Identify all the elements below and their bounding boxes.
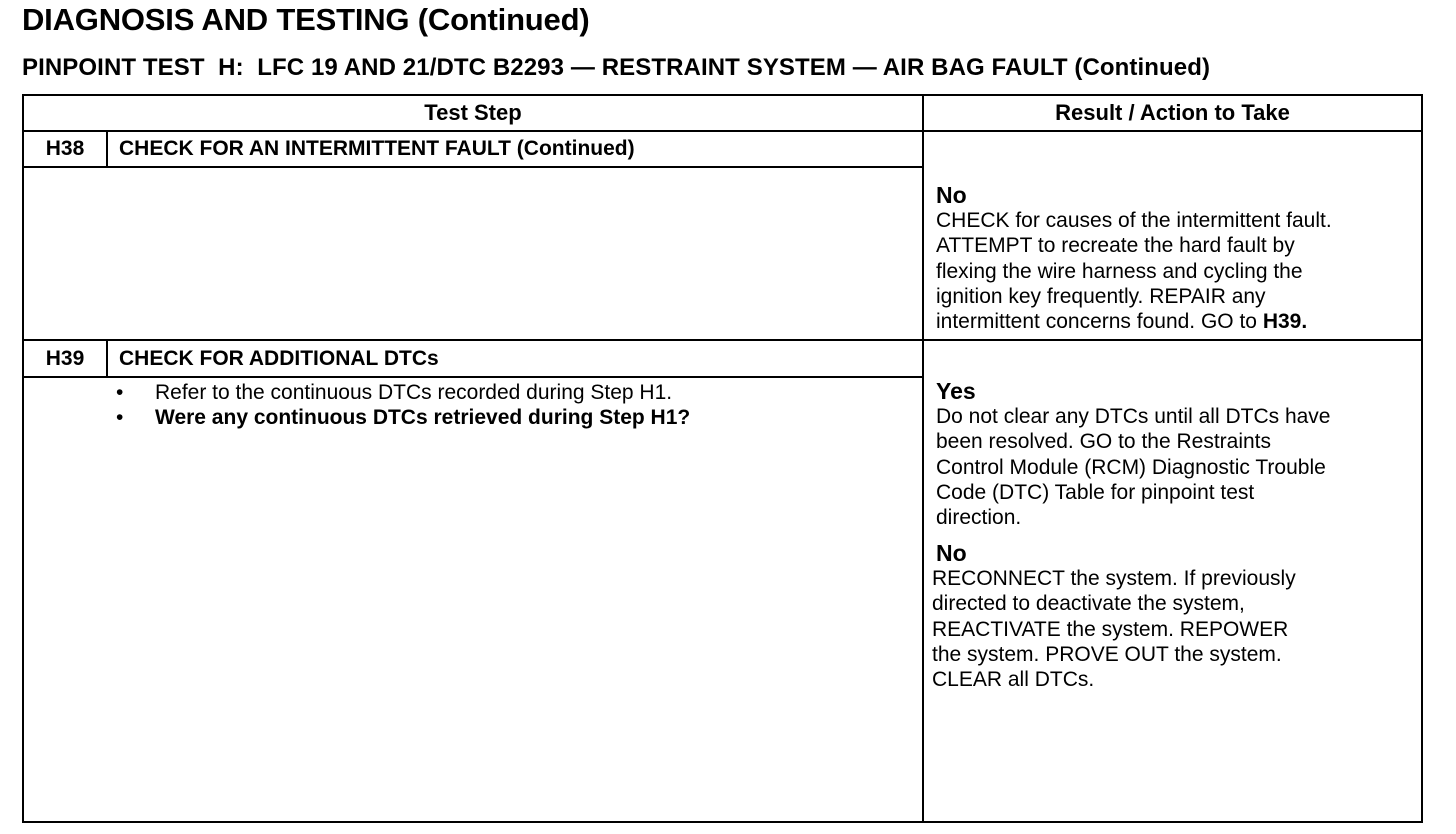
step-reference-h39: H39 <box>1262 310 1302 334</box>
step-title-h39: CHECK FOR ADDITIONAL DTCs <box>119 346 439 370</box>
step-id-h38: H38 <box>45 137 85 160</box>
result-line: Code (DTC) Table for pinpoint test <box>936 480 1255 504</box>
result-line: CLEAR all DTCs. <box>932 668 1095 692</box>
result-line: ATTEMPT to recreate the hard fault by <box>936 234 1295 258</box>
result-line: directed to deactivate the system, <box>932 592 1245 616</box>
result-heading: No <box>936 540 967 566</box>
step-id-divider <box>106 132 108 166</box>
column-divider <box>922 96 924 821</box>
step-id-divider <box>106 341 108 376</box>
result-line: direction. <box>936 506 1022 530</box>
result-line: the system. PROVE OUT the system. <box>932 642 1282 666</box>
result-line: Do not clear any DTCs until all DTCs have <box>936 405 1331 428</box>
step-title-h38: CHECK FOR AN INTERMITTENT FAULT (Continued) <box>119 137 635 160</box>
page-title: DIAGNOSIS AND TESTING (Continued) <box>22 2 590 37</box>
result-line: CHECK for causes of the intermittent fault. <box>936 209 1332 232</box>
result-line: ignition key frequently. REPAIR any <box>936 284 1266 308</box>
step-h39-instructions <box>116 380 690 430</box>
result-h38-no <box>936 182 1332 334</box>
result-line: RECONNECT the system. If previously <box>932 567 1296 590</box>
result-line: Control Module (RCM) Diagnostic Trouble <box>936 455 1326 479</box>
header-test-step: Test Step <box>424 100 522 125</box>
list-item: • Were any continuous DTCs retrieved during Step H1? <box>116 406 691 429</box>
pinpoint-test-table <box>22 94 1423 823</box>
bullet-marker: • <box>116 406 124 429</box>
result-line: flexing the wire harness and cycling the <box>936 259 1303 283</box>
result-h39-no <box>932 540 1296 692</box>
bullet-marker: • <box>116 381 124 404</box>
step-title-divider <box>24 166 922 168</box>
step-id-h39: H39 <box>45 346 85 370</box>
result-heading: No <box>936 182 967 208</box>
header-result-action: Result / Action to Take <box>1055 100 1290 125</box>
result-h39-yes <box>936 378 1330 530</box>
result-heading: Yes <box>936 378 976 404</box>
result-line: REACTIVATE the system. REPOWER <box>932 617 1289 641</box>
list-item: • Refer to the continuous DTCs recorded during Step H1. <box>116 381 673 404</box>
result-line: intermittent concerns found. GO to H39. <box>936 310 1308 334</box>
result-line: been resolved. GO to the Restraints <box>936 430 1272 454</box>
step-title-divider <box>24 376 922 378</box>
pinpoint-test-title: PINPOINT TEST H: LFC 19 AND 21/DTC B2293 — RESTRAINT SYSTEM — AIR BAG FAULT (Continued) <box>22 54 1211 81</box>
